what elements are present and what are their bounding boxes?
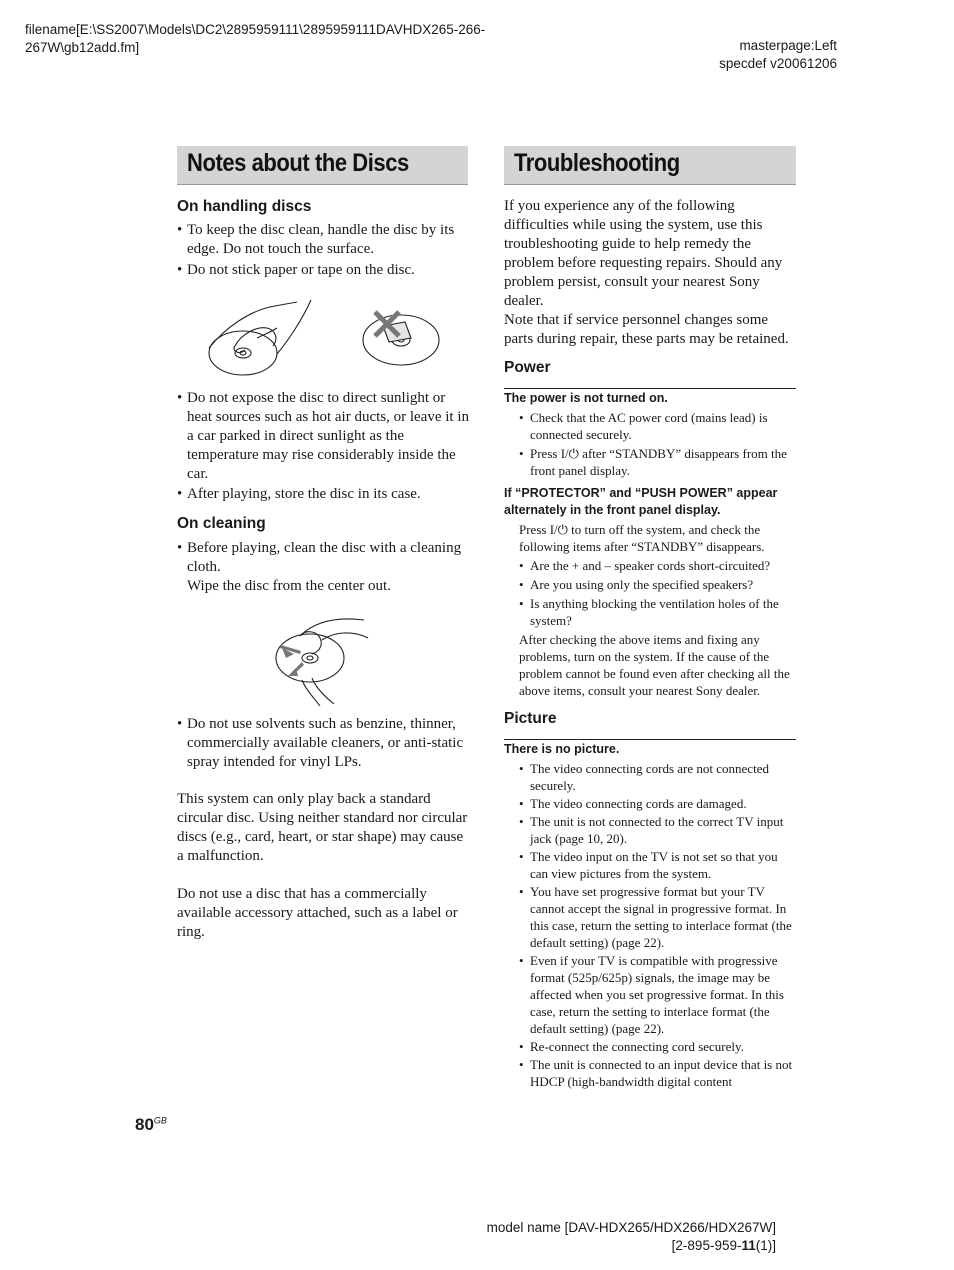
page-number-suffix: GB bbox=[153, 1115, 167, 1126]
paragraph: This system can only play back a standard circular disc. Using neither standard nor circular discs (e.g., card, heart, or star shape) may cause a malfunction. bbox=[177, 791, 468, 864]
part-number-bold: 11 bbox=[741, 1238, 756, 1253]
filename-header bbox=[25, 21, 485, 57]
picture-problem-1-list bbox=[504, 760, 796, 1090]
list-item: • Re-connect the connecting cord securely. bbox=[519, 1038, 796, 1055]
notes-discs-banner bbox=[177, 146, 468, 185]
list-item: • Do not use solvents such as benzine, thinner, commercially available cleaners, or anti-static spray intended for vinyl LPs. bbox=[177, 715, 469, 772]
wipe-arrow-icon bbox=[280, 645, 304, 676]
troubleshooting-banner bbox=[504, 146, 796, 185]
power-problem-2-body bbox=[504, 521, 796, 699]
list-item: • Is anything blocking the ventilation holes of the system? bbox=[519, 595, 796, 629]
list-item: • The unit is connected to an input device that is not HDCP (high-bandwidth digital content bbox=[519, 1056, 796, 1090]
paragraph: Do not use a disc that has a commercially available accessory attached, such as a label or ring. bbox=[177, 886, 458, 940]
list-item: • The video connecting cords are damaged. bbox=[519, 795, 796, 812]
list-item: • Are you using only the specified speakers? bbox=[519, 576, 796, 593]
model-name: model name [DAV-HDX265/HDX266/HDX267W] bbox=[486, 1220, 776, 1235]
specdef-label: specdef v20061206 bbox=[719, 56, 837, 71]
power-heading: Power bbox=[504, 359, 551, 376]
masterpage-label: masterpage:Left bbox=[739, 38, 837, 53]
list-item: • The video connecting cords are not connected securely. bbox=[519, 760, 796, 794]
disc-cleaning-illustration bbox=[272, 610, 372, 706]
cleaning-section bbox=[177, 515, 469, 596]
handling-heading: On handling discs bbox=[177, 198, 312, 215]
list-item: • After playing, store the disc in its case. bbox=[177, 485, 469, 504]
list-item: • Press I/⏻ after “STANDBY” disappears from the front panel display. bbox=[519, 445, 796, 479]
list-item: • You have set progressive format but your TV cannot accept the signal in progressive format. In this case, return the setting to interlace format (the default setting) (page 22). bbox=[519, 883, 796, 951]
paragraph: Note that if service personnel changes some parts during repair, these parts may be retained. bbox=[504, 312, 789, 347]
power-problem-2-after: After checking the above items and fixing any problems, turn on the system. If the cause of the problem cannot be found even after checking all the above items, consult your nearest Sony dealer. bbox=[519, 632, 790, 698]
masterpage-header bbox=[719, 37, 837, 73]
part-number bbox=[487, 1237, 776, 1255]
disc-handling-illustration bbox=[205, 298, 445, 380]
cleaning-heading: On cleaning bbox=[177, 515, 266, 532]
circular-disc-note bbox=[177, 790, 469, 942]
picture-section bbox=[504, 739, 796, 1090]
cleaning-instruction: • Before playing, clean the disc with a cleaning cloth. bbox=[187, 540, 462, 575]
picture-heading: Picture bbox=[504, 710, 557, 727]
list-item: • Even if your TV is compatible with progressive format (525p/625p) signals, the image may be affected when you set progressive format. In this case, return the setting to interlace format (the default setting) (page 22). bbox=[519, 952, 796, 1037]
troubleshooting-title: Troubleshooting bbox=[514, 149, 680, 177]
power-section bbox=[504, 388, 796, 699]
list-item: • The video input on the TV is not set so that you can view pictures from the system. bbox=[519, 848, 796, 882]
list-item: • Check that the AC power cord (mains lead) is connected securely. bbox=[519, 409, 796, 443]
picture-problem-1: There is no picture. bbox=[504, 739, 796, 758]
power-problem-1-list bbox=[504, 409, 796, 479]
handling-section bbox=[177, 198, 469, 280]
part-number-prefix: [2-895-959- bbox=[671, 1238, 742, 1253]
power-problem-2-lead: Press I/⏻ to turn off the system, and check the following items after “STANDBY” disappears. bbox=[519, 522, 765, 554]
troubleshooting-intro bbox=[504, 197, 797, 349]
handling-list bbox=[177, 221, 469, 280]
power-problem-1: The power is not turned on. bbox=[504, 388, 796, 407]
list-item: • Do not expose the disc to direct sunlight or heat sources such as hot air ducts, or leave it in a car parked in direct sunlight as the temperature may rise considerably inside the car. bbox=[177, 389, 469, 484]
filename-line-1: filename[E:\SS2007\Models\DC2\2895959111\2895959111DAVHDX265-266- bbox=[25, 22, 486, 37]
cleaning-direction: Wipe the disc from the center out. bbox=[187, 578, 391, 594]
paragraph: If you experience any of the following difficulties while using the system, use this troubleshooting guide to help remedy the problem before requesting repairs. Should any problem persist, consult your nearest Sony dealer. bbox=[504, 198, 783, 309]
model-footer bbox=[487, 1219, 776, 1255]
list-item: • Do not stick paper or tape on the disc. bbox=[177, 261, 469, 280]
page-number-value: 80 bbox=[135, 1115, 154, 1134]
list-item: • Are the + and – speaker cords short-circuited? bbox=[519, 557, 796, 574]
filename-line-2: 267W\gb12add.fm] bbox=[25, 40, 140, 55]
handling-list-2 bbox=[177, 389, 469, 504]
cleaning-list-2 bbox=[177, 715, 469, 772]
list-item bbox=[177, 539, 469, 596]
power-problem-2: If “PROTECTOR” and “PUSH POWER” appear alternately in the front panel display. bbox=[504, 486, 778, 517]
cleaning-list bbox=[177, 539, 469, 596]
part-number-suffix: (1)] bbox=[755, 1238, 776, 1253]
list-item: • To keep the disc clean, handle the disc by its edge. Do not touch the surface. bbox=[177, 221, 469, 259]
page-number bbox=[135, 1115, 167, 1135]
notes-discs-title: Notes about the Discs bbox=[187, 149, 409, 177]
list-item: • The unit is not connected to the correct TV input jack (page 10, 20). bbox=[519, 813, 796, 847]
